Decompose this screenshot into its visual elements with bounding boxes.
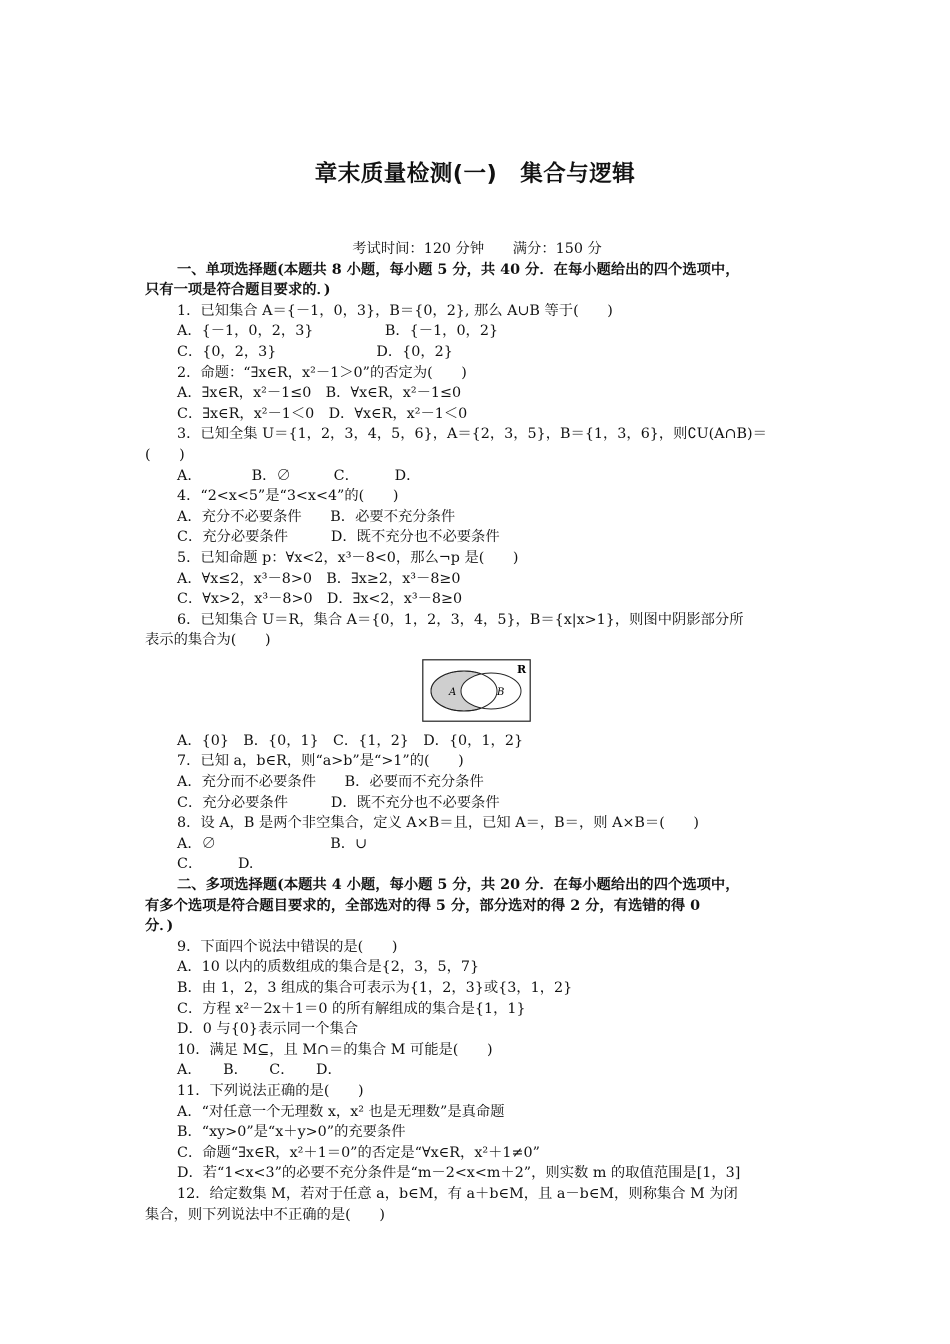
question-5: 5．已知命题 p：∀x<2，x³－8<0，那么¬p 是( ) <box>177 549 519 566</box>
venn-diagram <box>145 651 809 731</box>
q4-options-cd: C．充分必要条件 D．既不充分也不必要条件 <box>177 529 500 546</box>
q8-options-ab: A．∅ B．∪ <box>177 835 368 852</box>
q3-options: A． B．∅ C． D． <box>177 467 421 484</box>
q11-option-b: B．“xy>0”是“x＋y>0”的充要条件 <box>177 1124 406 1141</box>
section-heading-multi-choice: 二、多项选择题(本题共 4 小题，每小题 5 分，共 20 分．在每小题给出的四个选项中， <box>177 877 740 894</box>
q5-options-ab: A．∀x≤2，x³－8>0 B．∃x≥2，x³－8≥0 <box>177 570 461 587</box>
q6-options: A．{0} B．{0，1} C．{1，2} D．{0，1，2} <box>177 732 524 749</box>
q9-option-b: B．由 1，2，3 组成的集合可表示为{1，2，3}或{3，1，2} <box>177 980 573 996</box>
q5-options-cd: C．∀x>2，x³－8>0 D．∃x<2，x³－8≥0 <box>177 591 463 608</box>
question-6-cont: 表示的集合为( ) <box>145 632 271 649</box>
question-8: 8．设 A，B 是两个非空集合，定义 A×B＝且，已知 A＝，B＝，则 A×B＝( ) <box>177 815 699 832</box>
question-1: 1．已知集合 A＝{－1，0，3}，B＝{0，2}, 那么 A∪B 等于( ) <box>177 302 613 319</box>
q8-options-cd: C． D. <box>177 856 254 873</box>
page-title: 章末质量检测(一) 集合与逻辑 <box>314 161 636 187</box>
q4-options-ab: A．充分不必要条件 B．必要不充分条件 <box>177 508 456 525</box>
q1-options-ab: A．{－1，0，2，3} B．{－1，0，2} <box>177 323 499 340</box>
venn-b-label: B <box>497 686 505 698</box>
venn-a-label: A <box>449 686 457 698</box>
question-9: 9．下面四个说法中错误的是( ) <box>177 938 398 955</box>
question-10: 10．满足 M⊆，且 M∩＝的集合 M 可能是( ) <box>177 1041 493 1058</box>
q11-option-a: A．“对任意一个无理数 x，x² 也是无理数”是真命题 <box>177 1103 505 1120</box>
q9-option-c: C．方程 x²－2x＋1＝0 的所有解组成的集合是{1，1} <box>177 1000 526 1017</box>
question-12-cont: 集合，则下列说法中不正确的是( ) <box>145 1206 385 1223</box>
section-heading-single-choice-cont: 只有一项是符合题目要求的．) <box>145 282 331 299</box>
q1-options-cd: C．{0，2，3} D．{0，2} <box>177 343 453 360</box>
q10-options: A． B． C． D． <box>177 1062 342 1079</box>
venn-universe-label: R <box>517 662 527 676</box>
question-3: 3．已知全集 U＝{1，2，3，4，5，6}，A＝{2，3，5}，B＝{1，3，6}，则∁U(A∩B)＝ <box>177 426 767 443</box>
question-11: 11．下列说法正确的是( ) <box>177 1082 364 1099</box>
q11-option-d: D．若“1<x<3”的必要不充分条件是“m－2<x<m＋2”，则实数 m 的取值范围是[1，3] <box>177 1165 741 1182</box>
question-6: 6．已知集合 U＝R，集合 A＝{0，1，2，3，4，5}，B＝{x|x>1}，则图中阴影部分所 <box>177 611 744 628</box>
section-heading-single-choice: 一、单项选择题(本题共 8 小题，每小题 5 分，共 40 分．在每小题给出的四个选项中， <box>177 261 740 278</box>
exam-info: 考试时间：120 分钟 满分：150 分 <box>352 241 602 257</box>
question-3-cont: ( ) <box>145 446 185 463</box>
question-4: 4．“2<x<5”是“3<x<4”的( ) <box>177 488 399 505</box>
q9-option-d: D．0 与{0}表示同一个集合 <box>177 1021 359 1038</box>
question-12: 12．给定数集 M，若对于任意 a，b∈M，有 a＋b∈M，且 a－b∈M，则称集合 M 为闭 <box>177 1185 738 1202</box>
question-2: 2．命题：“∃x∈R，x²－1＞0”的否定为( ) <box>177 364 467 381</box>
q7-options-ab: A．充分而不必要条件 B．必要而不充分条件 <box>177 774 484 791</box>
venn-set-b <box>461 673 521 709</box>
q7-options-cd: C．充分必要条件 D．既不充分也不必要条件 <box>177 794 500 811</box>
q2-options-ab: A．∃x∈R，x²－1≤0 B．∀x∈R，x²－1≤0 <box>177 385 462 402</box>
q9-option-a: A．10 以内的质数组成的集合是{2，3，5，7} <box>177 959 480 976</box>
section-heading-multi-choice-end: 分．) <box>145 918 174 935</box>
q2-options-cd: C．∃x∈R，x²－1＜0 D．∀x∈R，x²－1＜0 <box>177 405 468 422</box>
section-heading-multi-choice-cont: 有多个选项是符合题目要求的，全部选对的得 5 分，部分选对的得 2 分，有选错的得 0 <box>145 897 701 914</box>
q11-option-c: C．命题“∃x∈R，x²＋1＝0”的否定是“∀x∈R，x²＋1≠0” <box>177 1144 540 1161</box>
document-body <box>145 239 809 1225</box>
question-7: 7．已知 a，b∈R，则“a>b”是“>1”的( ) <box>177 753 464 770</box>
